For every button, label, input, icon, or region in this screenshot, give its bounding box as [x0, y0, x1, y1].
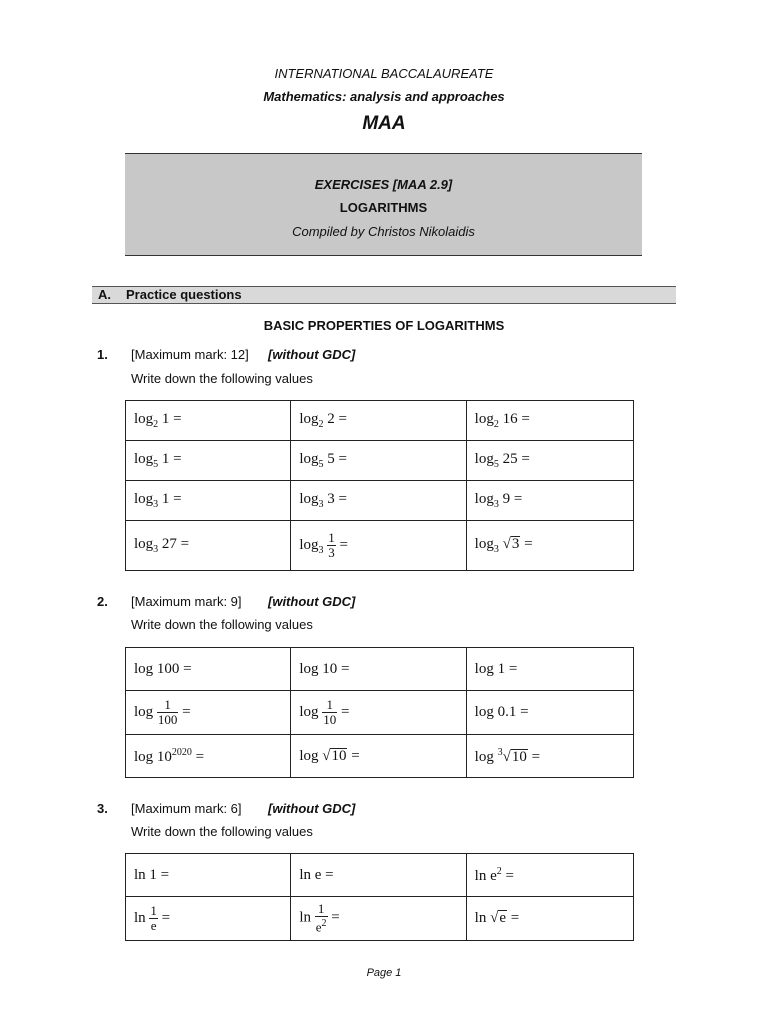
math-cell: $\log_3 9$ =: [466, 481, 633, 521]
header-institution: INTERNATIONAL BACCALAUREATE: [274, 66, 494, 81]
math-cell: log $\frac{1}{10}$ =: [291, 691, 466, 735]
math-cell: log $\frac{1}{100}$ =: [126, 691, 291, 735]
math-cell: log 10 =: [291, 648, 466, 691]
math-cell: $\log_3 √3$ =: [466, 521, 633, 571]
math-cell: $\log_5 5$ =: [291, 441, 466, 481]
math-cell: ln $\frac{1}{e^2}$ =: [291, 897, 466, 941]
math-cell: ln 1 =: [126, 854, 291, 897]
section-letter: A.: [98, 287, 111, 302]
header-course-code: MAA: [362, 113, 406, 134]
math-cell: $\log_2 2$ =: [291, 401, 466, 441]
math-cell: $\log_2 1$ =: [126, 401, 291, 441]
question-1-mark: [Maximum mark: 12]: [131, 347, 249, 362]
question-3-gdc: [without GDC]: [268, 801, 356, 816]
table-row: [126, 691, 634, 735]
section-header: [92, 286, 676, 304]
question-1-number: 1.: [97, 347, 108, 362]
math-cell: ln √e =: [466, 897, 633, 941]
question-2-number: 2.: [97, 594, 108, 609]
math-cell: log 0.1 =: [466, 691, 633, 735]
math-cell: $\log_3 27$ =: [126, 521, 291, 571]
math-cell: ln $\frac{1}{e}$ =: [126, 897, 291, 941]
table-row: [126, 401, 634, 441]
title-author: Compiled by Christos Nikolaidis: [292, 224, 475, 239]
header-subject: Mathematics: analysis and approaches: [263, 89, 505, 104]
table-row: [126, 897, 634, 941]
question-1-gdc: [without GDC]: [268, 347, 356, 362]
math-cell: $\log_2 16$ =: [466, 401, 633, 441]
math-cell: log 1 =: [466, 648, 633, 691]
question-2-instruction: Write down the following values: [131, 617, 313, 632]
title-exercises: EXERCISES [MAA 2.9]: [314, 177, 453, 192]
subheading: BASIC PROPERTIES OF LOGARITHMS: [263, 318, 505, 333]
page-footer: Page 1: [366, 967, 402, 979]
math-cell: $\log_3 3$ =: [291, 481, 466, 521]
question-3-number: 3.: [97, 801, 108, 816]
math-cell: log $^3$√10 =: [466, 735, 633, 778]
math-cell: $\log_3 1$ =: [126, 481, 291, 521]
title-topic: LOGARITHMS: [339, 200, 428, 215]
math-cell: $\log_5 1$ =: [126, 441, 291, 481]
table-row: [126, 441, 634, 481]
math-cell: $\log 10^{2020}$ =: [126, 735, 291, 778]
question-1-table: [125, 400, 634, 571]
question-2-gdc: [without GDC]: [268, 594, 356, 609]
table-row: [126, 521, 634, 571]
math-cell: ln e =: [291, 854, 466, 897]
table-row: [126, 648, 634, 691]
math-cell: log √10 =: [291, 735, 466, 778]
question-3-table: [125, 853, 634, 941]
table-row: [126, 481, 634, 521]
question-3-mark: [Maximum mark: 6]: [131, 801, 242, 816]
question-2-table: [125, 647, 634, 778]
question-1-instruction: Write down the following values: [131, 371, 313, 386]
math-cell: log 100 =: [126, 648, 291, 691]
question-3-instruction: Write down the following values: [131, 824, 313, 839]
table-row: [126, 854, 634, 897]
table-row: [126, 735, 634, 778]
math-cell: $\ln e^2$ =: [466, 854, 633, 897]
question-2-mark: [Maximum mark: 9]: [131, 594, 242, 609]
math-cell: $\log_5 25$ =: [466, 441, 633, 481]
title-box: [125, 153, 642, 256]
section-title: Practice questions: [126, 287, 242, 302]
math-cell: $\log_3$ $\frac{1}{3}$ =: [291, 521, 466, 571]
